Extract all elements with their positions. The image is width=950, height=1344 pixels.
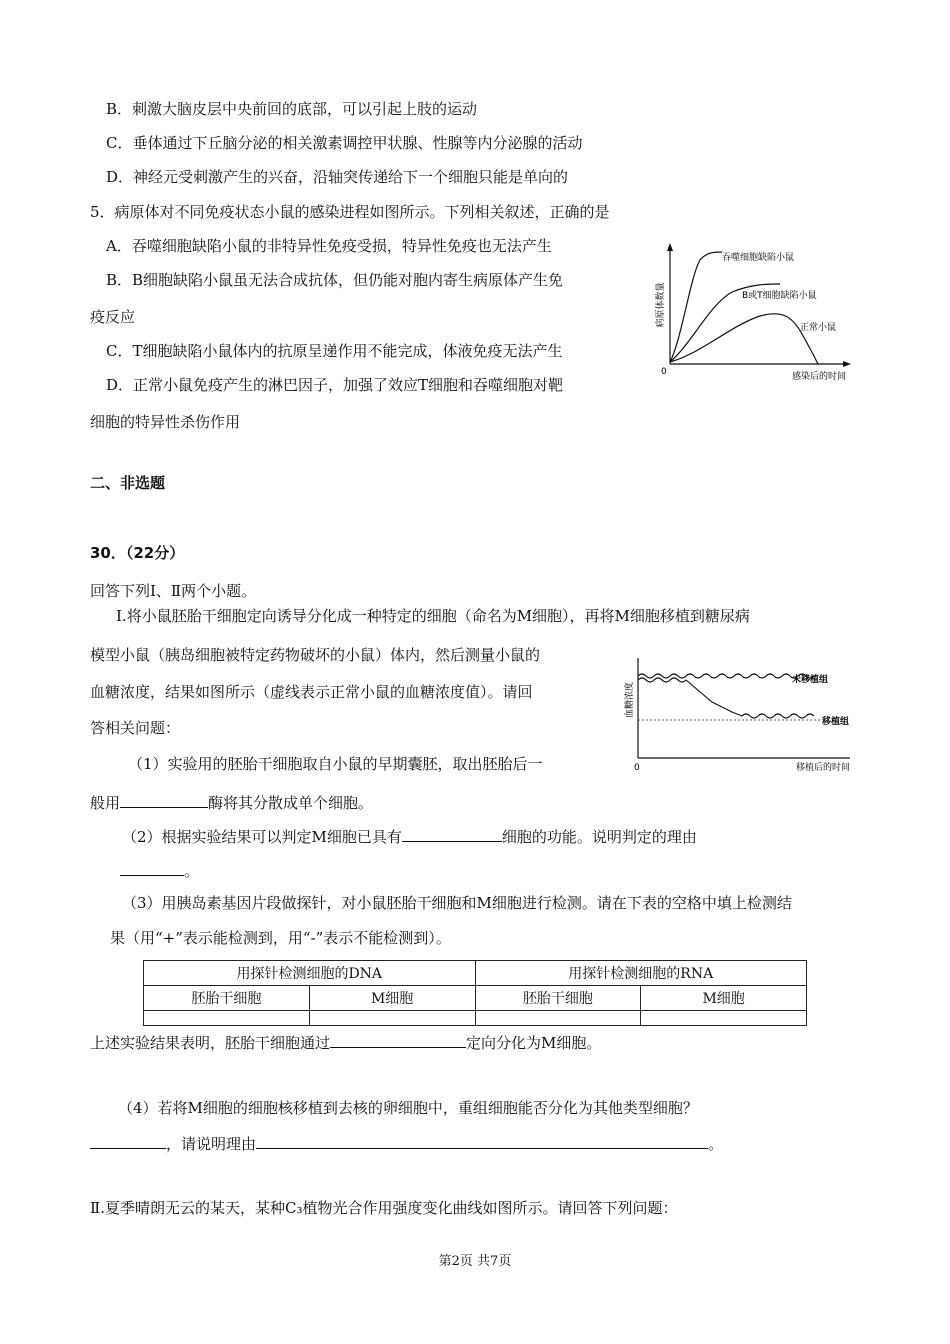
- curve1-label: 吞噬细胞缺陷小鼠: [722, 253, 795, 263]
- q30-s3-after: 上述实验结果表明，胚胎干细胞通过 定向分化为M细胞。: [90, 1031, 601, 1053]
- table-col-esc-rna: 胚胎干细胞: [475, 986, 641, 1011]
- q5-option-c: C．T细胞缺陷小鼠体内的抗原呈递作用不能完成，体液免疫无法产生: [106, 342, 563, 360]
- q30-heading: 30．（22分）: [90, 544, 185, 562]
- origin-label: 0: [661, 367, 667, 377]
- answer-blank-function[interactable]: [402, 825, 502, 842]
- q4-option-b: B．刺激大脑皮层中央前回的底部，可以引起上肢的运动: [106, 100, 478, 118]
- x-label: 感染后的时间: [791, 372, 846, 382]
- q4-option-c: C．垂体通过下丘脑分泌的相关激素调控甲状腺、性腺等内分泌腺的活动: [106, 134, 583, 152]
- transplanted-curve: [638, 678, 814, 718]
- table-col-m-rna: M细胞: [641, 986, 807, 1011]
- curve3-label: 正常小鼠: [800, 323, 837, 333]
- origin-label: 0: [634, 763, 640, 773]
- q30-p1-line2: 模型小鼠（胰岛细胞被特定药物破坏的小鼠）体内，然后测量小鼠的: [90, 646, 541, 664]
- curve2-label: B或T细胞缺陷小鼠: [742, 291, 817, 301]
- q30-part2: Ⅱ.夏季晴朗无云的某天，某种C₃植物光合作用强度变化曲线如图所示。请回答下列问题：: [90, 1199, 678, 1217]
- q30-p1-line4: 答相关问题：: [90, 719, 181, 737]
- q30-s3-line2: 果（用“+”表示能检测到，用“-”表示不能检测到）。: [110, 929, 451, 947]
- answer-blank-yesno[interactable]: [90, 1132, 166, 1149]
- q30-s2-line1: （2）根据实验结果可以判定M细胞已具有 细胞的功能。说明判定的理由: [122, 825, 697, 847]
- infection-chart: [652, 238, 852, 388]
- answer-blank-gene[interactable]: [330, 1031, 466, 1048]
- table-cell-answer[interactable]: [475, 1011, 641, 1026]
- table-header-rna: 用探针检测细胞的RNA: [475, 961, 807, 986]
- blood-glucose-chart: [622, 652, 856, 776]
- detection-table: [143, 960, 807, 1026]
- y-label: 病原体数量: [656, 282, 666, 328]
- table-col-esc-dna: 胚胎干细胞: [144, 986, 310, 1011]
- q5-stem: 5．病原体对不同免疫状态小鼠的感染进程如图所示。下列相关叙述，正确的是: [90, 203, 610, 221]
- answer-blank-reason[interactable]: [120, 859, 184, 876]
- table-header-dna: 用探针检测细胞的DNA: [144, 961, 476, 986]
- x-label: 移植后的时间: [795, 763, 850, 773]
- q30-s4-line2: ，请说明理由 。: [90, 1132, 723, 1154]
- table-cell-answer[interactable]: [309, 1011, 475, 1026]
- table-cell-answer[interactable]: [641, 1011, 807, 1026]
- table-col-m-dna: M细胞: [309, 986, 475, 1011]
- q5-option-b-cont: 疫反应: [90, 308, 136, 326]
- y-label: 血糖浓度: [625, 681, 635, 719]
- q5-option-d: D．正常小鼠免疫产生的淋巴因子，加强了效应T细胞和吞噬细胞对靶: [106, 376, 564, 394]
- table-cell-answer[interactable]: [144, 1011, 310, 1026]
- x-axis-arrow: [843, 361, 851, 367]
- answer-blank-enzyme[interactable]: [120, 791, 208, 808]
- q30-p1-line1: Ⅰ.将小鼠胚胎干细胞定向诱导分化成一种特定的细胞（命名为M细胞），再将M细胞移植到糖尿病: [116, 607, 750, 625]
- series1-label: 未移植组: [792, 675, 829, 685]
- untransplanted-curve: [638, 674, 814, 678]
- q5-option-a: A．吞噬细胞缺陷小鼠的非特异性免疫受损，特异性免疫也无法产生: [106, 237, 552, 255]
- q4-option-d: D．神经元受刺激产生的兴奋，沿轴突传递给下一个细胞只能是单向的: [106, 168, 569, 186]
- q5-option-b: B．B细胞缺陷小鼠虽无法合成抗体，但仍能对胞内寄生病原体产生免: [106, 271, 564, 289]
- q30-s1-line2: 般用 酶将其分散成单个细胞。: [90, 791, 373, 813]
- q5-option-d-cont: 细胞的特异性杀伤作用: [90, 413, 241, 431]
- answer-blank-explain[interactable]: [256, 1132, 708, 1149]
- curve-normal: [670, 314, 818, 364]
- q30-s4-line1: （4）若将M细胞的细胞核移植到去核的卵细胞中，重组细胞能否分化为其他类型细胞？: [118, 1099, 698, 1117]
- q30-s1-line1: （1）实验用的胚胎干细胞取自小鼠的早期囊胚，取出胚胎后一: [128, 755, 543, 773]
- section-heading: 二、非选题: [90, 474, 166, 492]
- series2-label: 移植组: [822, 717, 850, 727]
- q30-p1-line3: 血糖浓度，结果如图所示（虚线表示正常小鼠的血糖浓度值）。请回: [90, 683, 533, 701]
- y-axis-arrow: [667, 243, 673, 251]
- q30-intro: 回答下列Ⅰ、Ⅱ两个小题。: [90, 582, 257, 600]
- q30-s2-line2: 。: [120, 859, 199, 881]
- page-footer: 第2页 共7页: [438, 1254, 512, 1269]
- q30-s3-line1: （3）用胰岛素基因片段做探针，对小鼠胚胎干细胞和M细胞进行检测。请在下表的空格中填上检测结: [122, 894, 792, 912]
